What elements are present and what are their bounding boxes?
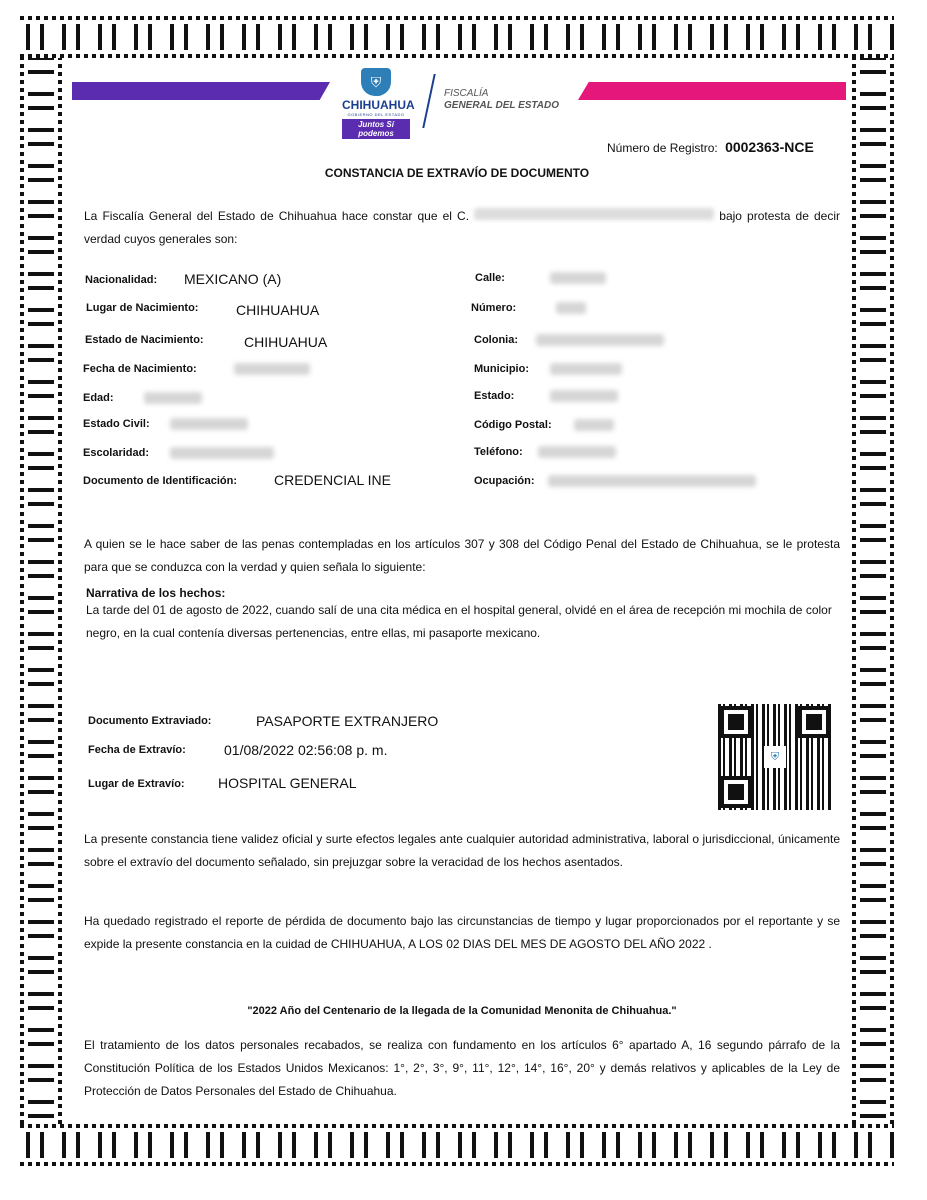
narrativa-label: Narrativa de los hechos: xyxy=(86,586,226,600)
value-documento-identificacion: CREDENCIAL INE xyxy=(274,472,391,488)
logo-divider xyxy=(422,74,435,128)
value-fecha-extravio: 01/08/2022 02:56:08 p. m. xyxy=(224,742,388,758)
privacidad-paragraph: El tratamiento de los datos personales recabados, se realiza con fundamento en los artículos 6° apartado A, 16 segundo párrafo de la Constitución Política de los Estados Unidos Mexicanos: 1°, 2°, 3°, 9°, 11°, 12°, 14°, 16°, 20° y demás relativos y aplicables de la Ley de Protección de Datos Personales del Estado de Chihuahua. xyxy=(84,1038,840,1098)
redacted-estado-civil xyxy=(170,418,248,430)
logo-tagline: Juntos Sí podemos xyxy=(342,119,410,139)
redacted-fecha-nacimiento xyxy=(234,363,310,375)
lema: "2022 Año del Centenario de la llegada de la Comunidad Menonita de Chihuahua." xyxy=(247,1005,677,1017)
border-right-pattern xyxy=(852,58,894,1124)
value-documento-extraviado: PASAPORTE EXTRANJERO xyxy=(256,713,439,729)
registro-number xyxy=(607,139,814,155)
logo-title: CHIHUAHUA xyxy=(342,98,415,112)
validez-paragraph: La presente constancia tiene validez oficial y surte efectos legales ante cualquier autoridad administrativa, laboral o jurisdiccional, únicamente sobre el extravío del documento señalado, sin prejuzgar sobre la veracidad de los hechos asentados. xyxy=(84,832,840,869)
header-band-purple xyxy=(72,82,330,100)
border-left-pattern xyxy=(20,58,62,1124)
label-codigo-postal: Código Postal: xyxy=(474,419,552,431)
redacted-municipio xyxy=(550,363,622,375)
label-edad: Edad: xyxy=(83,392,114,404)
label-lugar-extravio: Lugar de Extravío: xyxy=(88,778,185,790)
border-bottom-pattern xyxy=(20,1124,894,1166)
qr-finder-bottom-left xyxy=(720,776,752,808)
intro-after: bajo protesta de decir verdad cuyos generales son: xyxy=(84,209,840,246)
label-calle: Calle: xyxy=(475,272,505,284)
qr-code xyxy=(718,704,832,810)
redacted-calle xyxy=(550,272,606,284)
value-estado-nacimiento: CHIHUAHUA xyxy=(244,334,328,350)
label-escolaridad: Escolaridad: xyxy=(83,447,150,459)
document-title: CONSTANCIA DE EXTRAVÍO DE DOCUMENTO xyxy=(324,166,590,180)
label-estado-civil: Estado Civil: xyxy=(83,418,150,430)
label-fecha-extravio: Fecha de Extravío: xyxy=(88,744,186,756)
label-lugar-nacimiento: Lugar de Nacimiento: xyxy=(86,302,199,314)
registro-label: Número de Registro: xyxy=(607,141,718,155)
label-estado: Estado: xyxy=(474,390,515,402)
value-nacionalidad: MEXICANO (A) xyxy=(184,271,282,287)
label-documento-extraviado: Documento Extraviado: xyxy=(88,715,212,727)
redacted-numero xyxy=(556,302,586,314)
qr-finder-top-right xyxy=(798,706,830,738)
label-nacionalidad: Nacionalidad: xyxy=(85,274,158,286)
value-lugar-extravio: HOSPITAL GENERAL xyxy=(218,775,357,791)
chihuahua-logo xyxy=(342,68,415,138)
header-band-pink xyxy=(578,82,846,100)
intro-before: La Fiscalía General del Estado de Chihuahua hace constar que el C. xyxy=(84,209,470,223)
label-documento-identificacion: Documento de Identificación: xyxy=(83,475,238,487)
warning-paragraph: A quien se le hace saber de las penas contempladas en los artículos 307 y 308 del Código Penal del Estado de Chihuahua, se le protesta para que se conduzca con la verdad y quien señala lo siguiente: xyxy=(84,537,840,574)
redacted-telefono xyxy=(538,446,616,458)
label-colonia: Colonia: xyxy=(474,334,518,346)
shield-icon: ⛨ xyxy=(361,68,391,96)
label-municipio: Municipio: xyxy=(474,363,529,375)
value-lugar-nacimiento: CHIHUAHUA xyxy=(236,302,320,318)
redacted-name xyxy=(474,208,714,220)
label-ocupacion: Ocupación: xyxy=(474,475,535,487)
redacted-ocupacion xyxy=(548,475,756,487)
border-top-pattern xyxy=(20,16,894,58)
redacted-colonia xyxy=(536,334,664,346)
narrativa-text: La tarde del 01 de agosto de 2022, cuando salí de una cita médica en el hospital general, olvidé en el área de recepción mi mochila de color negro, en la cual contenía diversas pertenencias, entre ellas, mi pasaporte mexicano. xyxy=(86,603,832,640)
qr-logo-icon: ⛨ xyxy=(764,746,786,768)
agency-line1: FISCALÍA xyxy=(444,88,489,99)
intro-paragraph xyxy=(84,205,840,251)
redacted-estado xyxy=(550,390,618,402)
registro-value: 0002363-NCE xyxy=(725,139,814,155)
logo-subtitle: GOBIERNO DEL ESTADO xyxy=(347,112,405,117)
redacted-codigo-postal xyxy=(574,419,614,431)
label-telefono: Teléfono: xyxy=(474,446,523,458)
agency-name xyxy=(444,88,559,112)
agency-line2: GENERAL DEL ESTADO xyxy=(444,100,560,111)
redacted-escolaridad xyxy=(170,447,274,459)
label-numero: Número: xyxy=(471,302,517,314)
qr-finder-top-left xyxy=(720,706,752,738)
document-page xyxy=(20,16,894,1166)
redacted-edad xyxy=(144,392,202,404)
registro-paragraph: Ha quedado registrado el reporte de pérdida de documento bajo las circunstancias de tiempo y lugar proporcionados por el reportante y se expide la presente constancia en la cuidad de CHIHUAHUA, A LOS 02 DIAS DEL MES DE AGOSTO DEL AÑO 2022 . xyxy=(84,914,840,951)
label-fecha-nacimiento: Fecha de Nacimiento: xyxy=(83,363,197,375)
label-estado-nacimiento: Estado de Nacimiento: xyxy=(85,334,204,346)
